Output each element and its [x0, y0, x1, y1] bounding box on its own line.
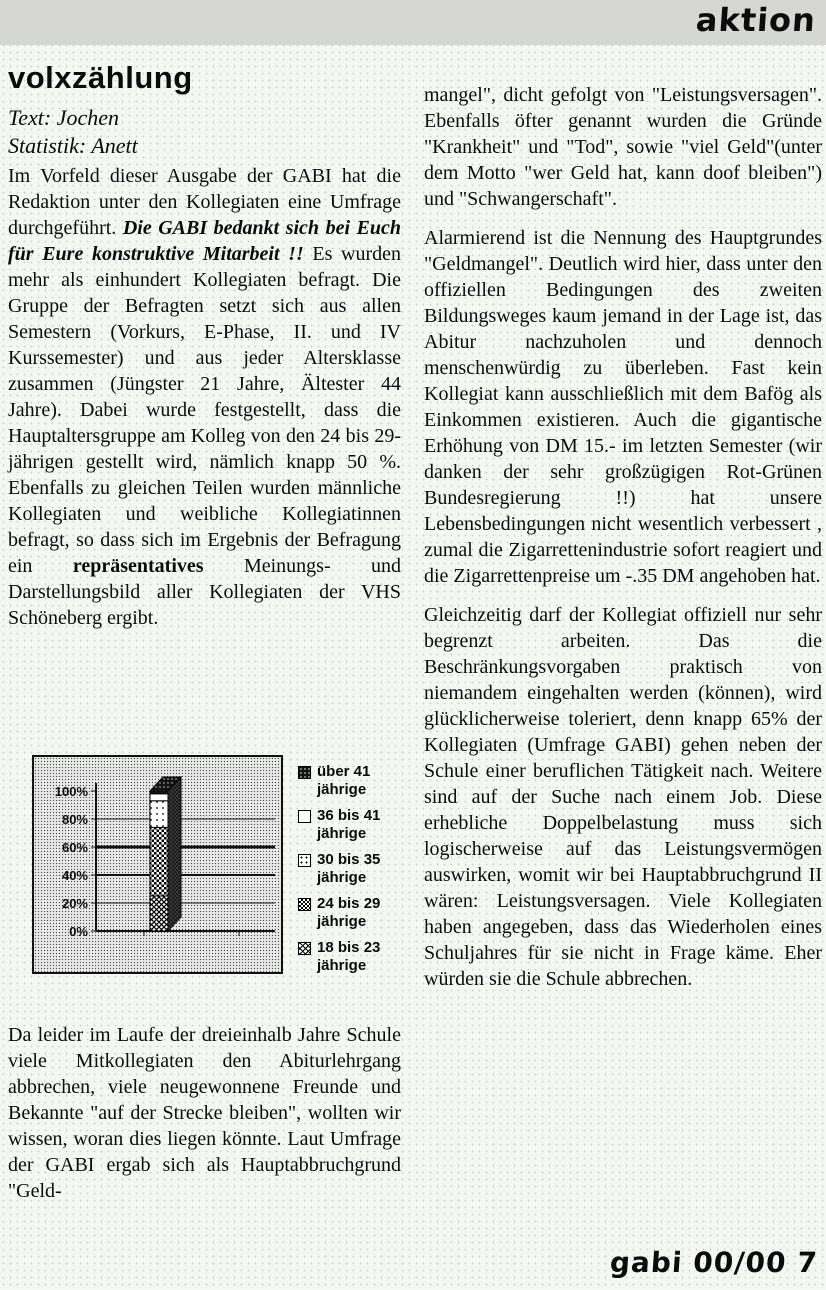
age-distribution-figure: [32, 755, 422, 975]
y-axis-tick-label: 0%: [69, 924, 88, 939]
y-axis-tick-label: 40%: [61, 868, 88, 883]
chart-plot-box: [32, 755, 283, 974]
right-paragraph-3: Gleichzeitig darf der Kollegiat offiziell nur sehr begrenzt arbeiten. Das die Beschränkungsvorgaben praktisch von niemandem eingehalten werden (können), wird glücklicherweise toleriert, denn knapp 65% der Kollegiaten (Umfrage GABI) gehen neben der Schule einer beruflichen Tätigkeit nach. Weitere sind auf der Suche nach einem Job. Diese erhebliche Doppelbelastung muss sich logischerweise auf das Leistungsvermögen auswirken, womit wir bei Hauptabbruchgrund II wären: Leistungsversagen. Viele Kollegiaten haben angegeben, dass das Wiederholen eines Schuljahres für sie nicht in Frage käme. Eher würden sie die Schule abbrechen.: [424, 604, 822, 990]
bar-segment: [150, 827, 168, 896]
legend-label: 24 bis 29 jährige: [317, 895, 381, 930]
legend-label: 36 bis 41 jährige: [317, 807, 381, 842]
legend-item: [298, 895, 422, 931]
intro-text-2: Es wurden mehr als einhundert Kollegiaten befragt. Die Gruppe der Befragten setzt sich aus allen Semestern (Vorkurs, E-Phase, II. und IV Kurssemester) und aus jeder Altersklasse zusammen (Jüngster 21 Jahre, Ältester 44 Jahre). Dabei wurde festgestellt, dass die Hauptaltersgruppe am Kolleg von den 24 bis 29-jährigen gestellt wird, nämlich knapp 50 %. Ebenfalls zu gleichen Teilen wurden männliche Kollegiaten und weibliche Kollegiatinnen befragt, so dass sich im Ergebnis der Befragung ein: [8, 243, 401, 577]
y-axis-tick-label: 100%: [54, 784, 88, 799]
right-column: [424, 82, 822, 1005]
age-chart-svg: [34, 757, 281, 972]
byline: [8, 104, 138, 160]
y-axis-tick-label: 60%: [61, 840, 88, 855]
legend-label: 30 bis 35 jährige: [317, 851, 381, 886]
right-paragraph-2: Alarmierend ist die Nennung des Hauptgrundes "Geldmangel". Deutlich wird hier, dass unter den offiziellen Bedingungen des zweiten Bildungsweges kaum jemand in der Lage ist, das Abitur nachzuholen und dennoch menschenwürdig zu überleben. Fast kein Kollegiat kann ausschließlich mit dem Bafög als Einkommen existieren. Auch die gigantische Erhöhung von DM 15.- im letzten Semester (wir danken der sehr großzügigen Rot-Grünen Bundesregierung !!) hat unsere Lebensbedingungen nicht wesentlich verbessert , zumal die Zigarrettenindustrie sofort reagiert und die Zigarrettenpreise um -.35 DM angehoben hat.: [424, 227, 822, 587]
legend-item: [298, 763, 422, 799]
article-title: volxzählung: [8, 60, 193, 95]
legend-swatch-icon: [298, 854, 311, 867]
intro-repraesentativ-emphasis: repräsentatives: [72, 555, 204, 577]
bar-side-face: [168, 777, 181, 931]
left-column-after-chart-paragraph: Da leider im Laufe der dreieinhalb Jahre Schule viele Mitkollegiaten den Abiturlehrgang abbrechen, viele neugewonnene Freunde und Bekannte "auf der Strecke bleiben", wollten wir wissen, woran dies liegen könnte. Laut Umfrage der GABI ergab sich als Hauptabbruchgrund "Geld-: [8, 1024, 401, 1202]
y-axis-tick-label: 20%: [61, 896, 88, 911]
bar-segment: [150, 801, 168, 828]
byline-text-credit: Text: Jochen: [8, 105, 119, 130]
intro-thanks-emphasis: Die GABI bedankt sich bei Euch für Eure konstruktive Mitarbeit !!: [8, 217, 401, 265]
byline-statistik-credit: Statistik: Anett: [8, 133, 138, 158]
legend-item: [298, 939, 422, 975]
left-column-intro-paragraph: [8, 163, 401, 631]
section-title: aktion: [694, 1, 818, 39]
legend-swatch-icon: [298, 766, 311, 779]
y-axis-tick-label: 80%: [61, 812, 88, 827]
page-number: gabi 00/00 7: [609, 1246, 820, 1279]
chart-legend: [298, 763, 422, 983]
legend-item: [298, 807, 422, 843]
legend-label: über 41 jährige: [317, 763, 371, 798]
legend-swatch-icon: [298, 898, 311, 911]
right-paragraph-1: mangel", dicht gefolgt von "Leistungsversagen". Ebenfalls öfter genannt wurden die Gründe "Krankheit" und "Tod", sowie "viel Geld"(unter dem Motto "wer Geld hat, kann doof bleiben") und "Schwangerschaft".: [424, 84, 822, 210]
intro-text-3: Meinungs- und Darstellungsbild aller Kollegiaten der VHS Schöneberg ergibt.: [8, 555, 401, 629]
intro-text-1: Im Vorfeld dieser Ausgabe der GABI hat die Redaktion unter den Kollegiaten eine Umfrage durchgeführt.: [8, 165, 401, 239]
legend-label: 18 bis 23 jährige: [317, 939, 381, 974]
bar-segment: [150, 794, 168, 801]
legend-item: [298, 851, 422, 887]
legend-swatch-icon: [298, 810, 311, 823]
legend-swatch-icon: [298, 942, 311, 955]
bar-segment: [150, 896, 168, 931]
